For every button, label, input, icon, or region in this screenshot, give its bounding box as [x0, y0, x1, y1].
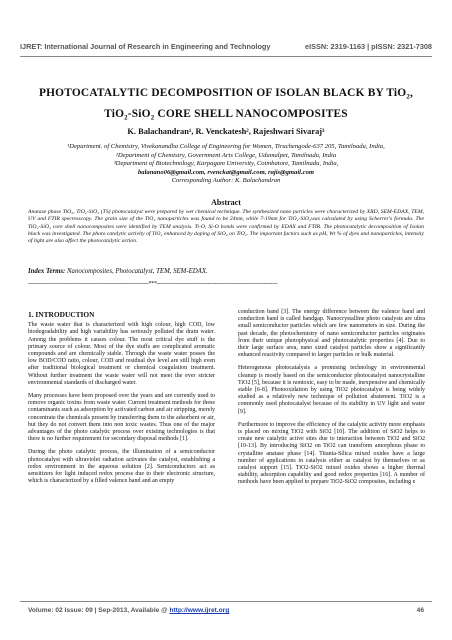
- abstract-text: Anatase phase TiO₂, TiO₂-SiO₂ (TS) photocatalyst were prepared by wet chemical technique. The synthesized nano particles were characterized by XRD, SEM-EDAX, TEM, UV and FTIR spectroscopy. The grain size of the TiO₂ nanoparticles was found to be 24nm, while 7-19nm for TiO₂-SiO₂was calculated by using Scherrer's formula. The TiO₂-SiO₂ core shell nanocomposites were identified by TEM analysis. Ti-O, Si-O bonds were confirmed by EDAX and FTIR. The photocatalytic decomposition of Isolan black was investigated. The photo catalytic activity of TiO₂ enhanced by doping of SiO₂ on TiO₂. The important factors such as pH, Wt % of dyes and nanoparticles, intensity of light are also affect the photocatalytic action.: [28, 209, 424, 245]
- intro-paragraph: During the photo catalytic process, the illumination of a semiconductor photocatalyst with ultraviolet radiation activates the catalyst, establishing a redox environment in the aqueous solution [2]. Semiconductors act as sensitizers for light induced redox process due to their electronic structure, which is characterized by a filled valence band and an empty: [28, 449, 215, 485]
- journal-header: [20, 42, 432, 51]
- journal-name: IJRET: International Journal of Research in Engineering and Technology: [20, 42, 271, 51]
- affiliation-2: ²Department of Chemistry, Government Arts College, Udumalpet, Tamilnadu, India: [115, 151, 337, 159]
- index-terms-text: Nanocomposites, Photocatalyst, TEM, SEM-EDAX.: [65, 268, 208, 275]
- corresponding-author: Corresponding Author: K. Balachandran: [171, 177, 281, 185]
- affiliation-3: ³Department of Biotechnology, Karpagam University, Coimbatore, Tamilnadu, India,: [113, 160, 339, 168]
- intro-paragraph: Furthermore to improve the efficiency of the catalytic activity more emphasis is placed on mixing TiO2 with SiO2 [10]. The addition of SiO2 helps to create new catalytic active sites due to interaction between TiO2 and SiO2 [10-13]. By introducing SiO2 on TiO2 can transform amorphous phase to crystalline anatase phase [14]. Titania-Silica mixed oxides have a large number of applications in catalysis either as catalyst by themselves or as catalyst support [15]. TiO2-SiO2 mixed oxides shows a higher thermal stability, adsorption capability and good redox properties [16]. A number of methods have been applied to prepare TiO2-SiO2 composites, including e: [238, 421, 425, 486]
- intro-paragraph: Heterogenous photocatalysis a promising technology in environmental cleanup is mostly based on the semiconductor photocatalyst nanocrystalline TiO2 [5], because it is nontoxic, easy to be made, inexpensive and chemically stable [6-8]. Photooxidation by using TiO2 photocatalyst is being widely studied as a relatively new technique of pollution abatement. TiO2 is a commonly used photocatalyst because of its stability in UV light and water [9].: [238, 365, 425, 415]
- footer-volume-text: Volume: 02 Issue: 09 | Sep-2013, Available @: [28, 607, 170, 614]
- index-terms: [28, 268, 424, 275]
- header-rule: [20, 56, 432, 57]
- title-line-1: PHOTOCATALYTIC DECOMPOSITION OF ISOLAN BLACK BY TiO₂,: [38, 87, 414, 99]
- affiliation-1: ¹Department. of Chemistry, Vivekanandha College of Engineering for Women, Tiruchengode-637 205, Tamilnadu, India,: [67, 143, 385, 150]
- author-list: K. Balachandran¹, R. Venckatesh², Rajeshwari Sivaraj³: [127, 127, 325, 136]
- author-emails: balanano06@gmail.com, rvenckat@gmail.com, rajis@gmail.com: [138, 168, 314, 176]
- section-separator: -----------------------------------------------------------------------***-----------------------------------------------------------------------: [28, 281, 278, 287]
- footer-volume: [28, 607, 229, 614]
- intro-heading: 1. INTRODUCTION: [28, 310, 95, 319]
- footer-rule: [20, 601, 432, 602]
- page-footer: [28, 607, 424, 614]
- affiliations: [20, 143, 432, 186]
- right-column: [238, 297, 425, 493]
- abstract-heading: Abstract: [211, 198, 241, 207]
- journal-issn: eISSN: 2319-1163 | pISSN: 2321-7308: [305, 42, 432, 51]
- intro-paragraph: The waste water that is characterized with high colour, high COD, low biodegradability and high variability has seriously polluted the drain water. Among the problems it causes colour. The most critical dye stuff is the primary source of colour. Most of the dye stuffs are complicated aromatic compounds and are chemically stable. Through the waste water posses the low BOD/COD ratio, colour, COD and residual dye level are still high even after traditional biological treatment or chemical coagulation treatment. Without further treatment the waste water will not meet the ever stricter environmental standards of discharged water.: [28, 322, 215, 386]
- page-number: 46: [416, 607, 424, 614]
- title-line-2: TiO₂-SiO₂ CORE SHELL NANOCOMPOSITES: [104, 108, 348, 120]
- intro-paragraph: Many processes have been proposed over the years and are currently used to remove organic toxins from waste water. Current treatment methods for these contaminants such as adsorption by activated carbon and air stripping, merely concentrate the chemicals present by transferring them to the adsorbent or air, but they do not convert them into non toxic wastes. Thus one of the major advantages of the photo catalytic process over existing technologies is that there is no further requirement for secondary disposal methods [1].: [28, 393, 215, 443]
- paper-title: [16, 83, 436, 125]
- index-terms-label: Index Terms:: [28, 268, 66, 275]
- journal-link[interactable]: http://www.ijret.org: [169, 607, 230, 614]
- left-column: [28, 297, 215, 491]
- intro-paragraph: conduction band [3]. The energy difference between the valence band and conduction band is called bandgap. Nanocrystalline photo catalysts are ultra small semiconductor particles which are few nanometers in size. During the past decade, the photochemistry of nano semiconductor particles originates from their unique photophysical and photocatalytic properties [4]. Due to their large surface area, nano sized catalyst particles show a significantly enhanced reactivity compared to larger particles or bulk material.: [238, 309, 425, 359]
